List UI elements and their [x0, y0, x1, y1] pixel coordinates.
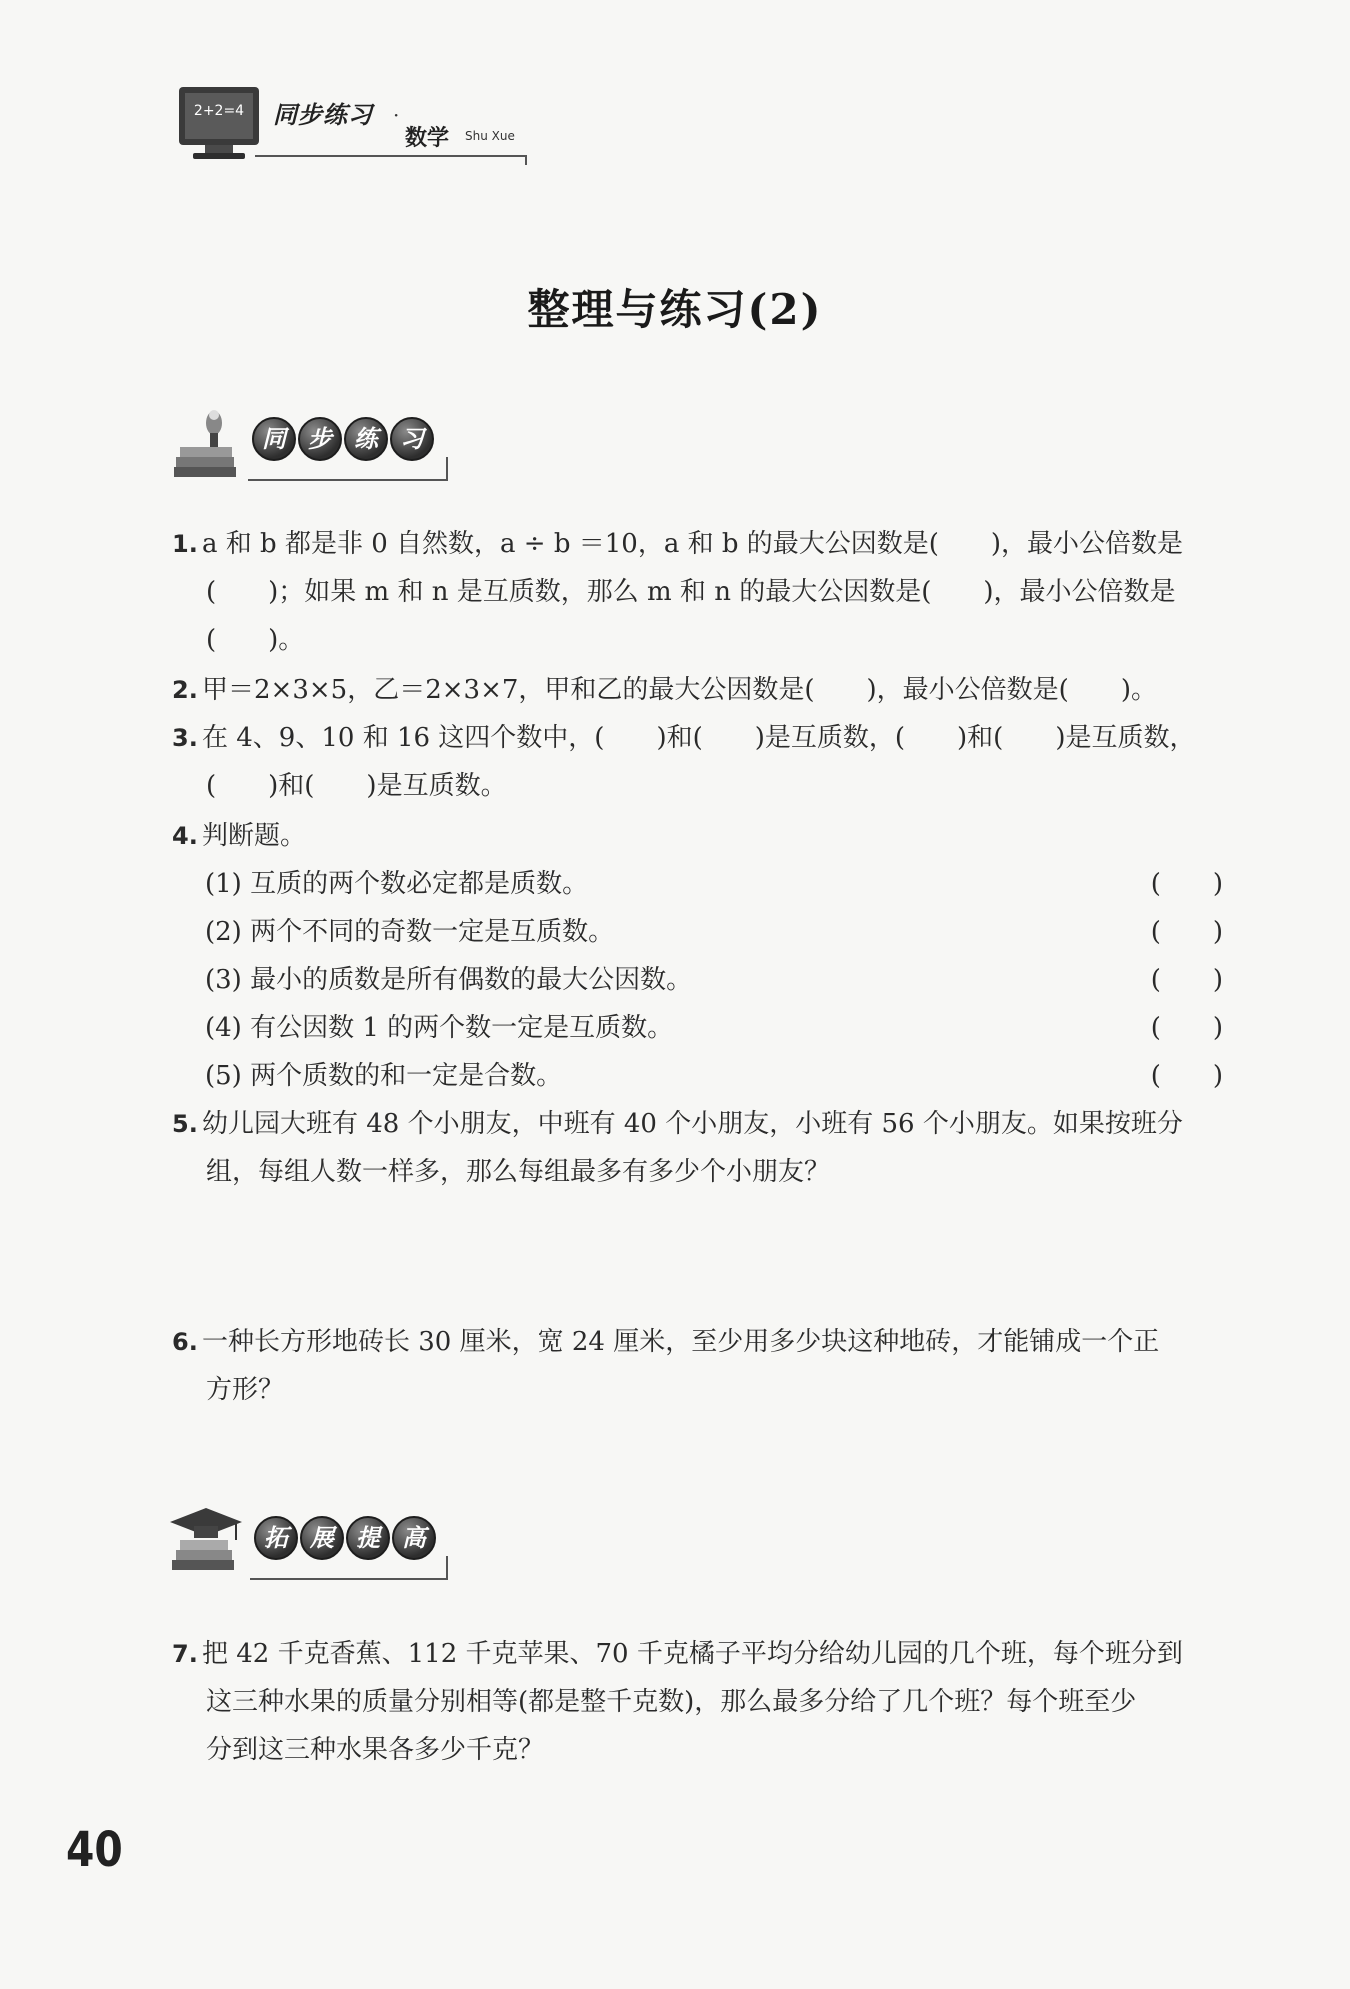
question-text: 幼儿园大班有 48 个小朋友，中班有 40 个小朋友，小班有 56 个小朋友。如果按班分 [202, 1109, 1183, 1139]
question-text: 把 42 千克香蕉、112 千克苹果、70 千克橘子平均分给幼儿园的几个班，每个班分到 [202, 1639, 1183, 1669]
badge-char: 展 [300, 1516, 344, 1560]
question-4 [172, 812, 1222, 860]
practice-label [252, 417, 434, 461]
badge-char: 拓 [254, 1516, 298, 1560]
answer-blank[interactable]: ( ) [1150, 1061, 1223, 1091]
books-lamp-icon [170, 405, 248, 485]
answer-blank[interactable]: ( ) [1150, 917, 1223, 947]
question-text: ( )。 [206, 625, 305, 655]
judge-item [205, 908, 1223, 956]
question-text: 在 4、9、10 和 16 这四个数中，( )和( )是互质数，( )和( )是互质数， [202, 723, 1196, 753]
judge-text: (2) 两个不同的奇数一定是互质数。 [205, 917, 615, 947]
page-header [175, 85, 535, 185]
question-number: 7. [172, 1640, 198, 1668]
section-rule [248, 457, 448, 481]
badge-char: 提 [346, 1516, 390, 1560]
section-extension-badge [166, 1500, 446, 1580]
graduation-books-icon [166, 1500, 244, 1580]
badge-char: 同 [252, 417, 296, 461]
question-text: 甲＝2×3×5，乙＝2×3×7，甲和乙的最大公因数是( )，最小公倍数是( )。 [202, 675, 1157, 705]
badge-char: 练 [344, 417, 388, 461]
section-rule [250, 1556, 448, 1580]
subject-pinyin: Shu Xue [465, 129, 515, 143]
answer-blank[interactable]: ( ) [1150, 1013, 1223, 1043]
question-number: 4. [172, 822, 198, 850]
badge-char: 高 [392, 1516, 436, 1560]
question-text: a 和 b 都是非 0 自然数，a ÷ b ＝10，a 和 b 的最大公因数是( )，最小公倍数是 [202, 529, 1184, 559]
header-rule [255, 155, 527, 165]
judge-item [205, 860, 1223, 908]
badge-char: 步 [298, 417, 342, 461]
question-number: 3. [172, 724, 198, 752]
question-number: 2. [172, 676, 198, 704]
question-text: 判断题。 [202, 821, 307, 851]
question-text: ( )和( )是互质数。 [206, 771, 507, 801]
question-1 [172, 520, 1222, 664]
judge-text: (4) 有公因数 1 的两个数一定是互质数。 [205, 1013, 674, 1043]
judge-item [205, 1052, 1223, 1100]
answer-blank[interactable]: ( ) [1150, 965, 1223, 995]
judge-item [205, 956, 1223, 1004]
question-text: ( )；如果 m 和 n 是互质数，那么 m 和 n 的最大公因数是( )，最小公倍数是 [206, 577, 1176, 607]
question-text: 一种长方形地砖长 30 厘米，宽 24 厘米，至少用多少块这种地砖，才能铺成一个正 [202, 1327, 1160, 1357]
question-text: 组，每组人数一样多，那么每组最多有多少个小朋友？ [206, 1157, 831, 1187]
question-6 [172, 1318, 1222, 1414]
extension-label [254, 1516, 436, 1560]
subject-label: 数学 [405, 126, 450, 151]
question-text: 分到这三种水果各多少千克？ [206, 1735, 545, 1765]
judge-text: (5) 两个质数的和一定是合数。 [205, 1061, 563, 1091]
computer-monitor-icon [175, 85, 267, 161]
badge-char: 习 [390, 417, 434, 461]
section-practice-badge [170, 405, 450, 485]
question-7 [172, 1630, 1222, 1774]
page-number: 40 [66, 1822, 123, 1878]
question-number: 6. [172, 1328, 198, 1356]
question-text: 方形？ [206, 1375, 285, 1405]
judge-item [205, 1004, 1223, 1052]
header-separator: · [393, 103, 400, 127]
question-number: 5. [172, 1110, 198, 1138]
question-number: 1. [172, 530, 198, 558]
question-5 [172, 1100, 1222, 1196]
page-title: 整理与练习(2) [527, 285, 823, 334]
answer-blank[interactable]: ( ) [1150, 869, 1223, 899]
question-2 [172, 666, 1222, 714]
question-3 [172, 714, 1222, 810]
question-text: 这三种水果的质量分别相等(都是整千克数)，那么最多分给了几个班？每个班至少 [206, 1687, 1137, 1717]
judge-text: (3) 最小的质数是所有偶数的最大公因数。 [205, 965, 693, 995]
board-text: 2+2=4 [193, 103, 245, 119]
judge-text: (1) 互质的两个数必定都是质数。 [205, 869, 589, 899]
series-title: 同步练习 [273, 101, 373, 129]
